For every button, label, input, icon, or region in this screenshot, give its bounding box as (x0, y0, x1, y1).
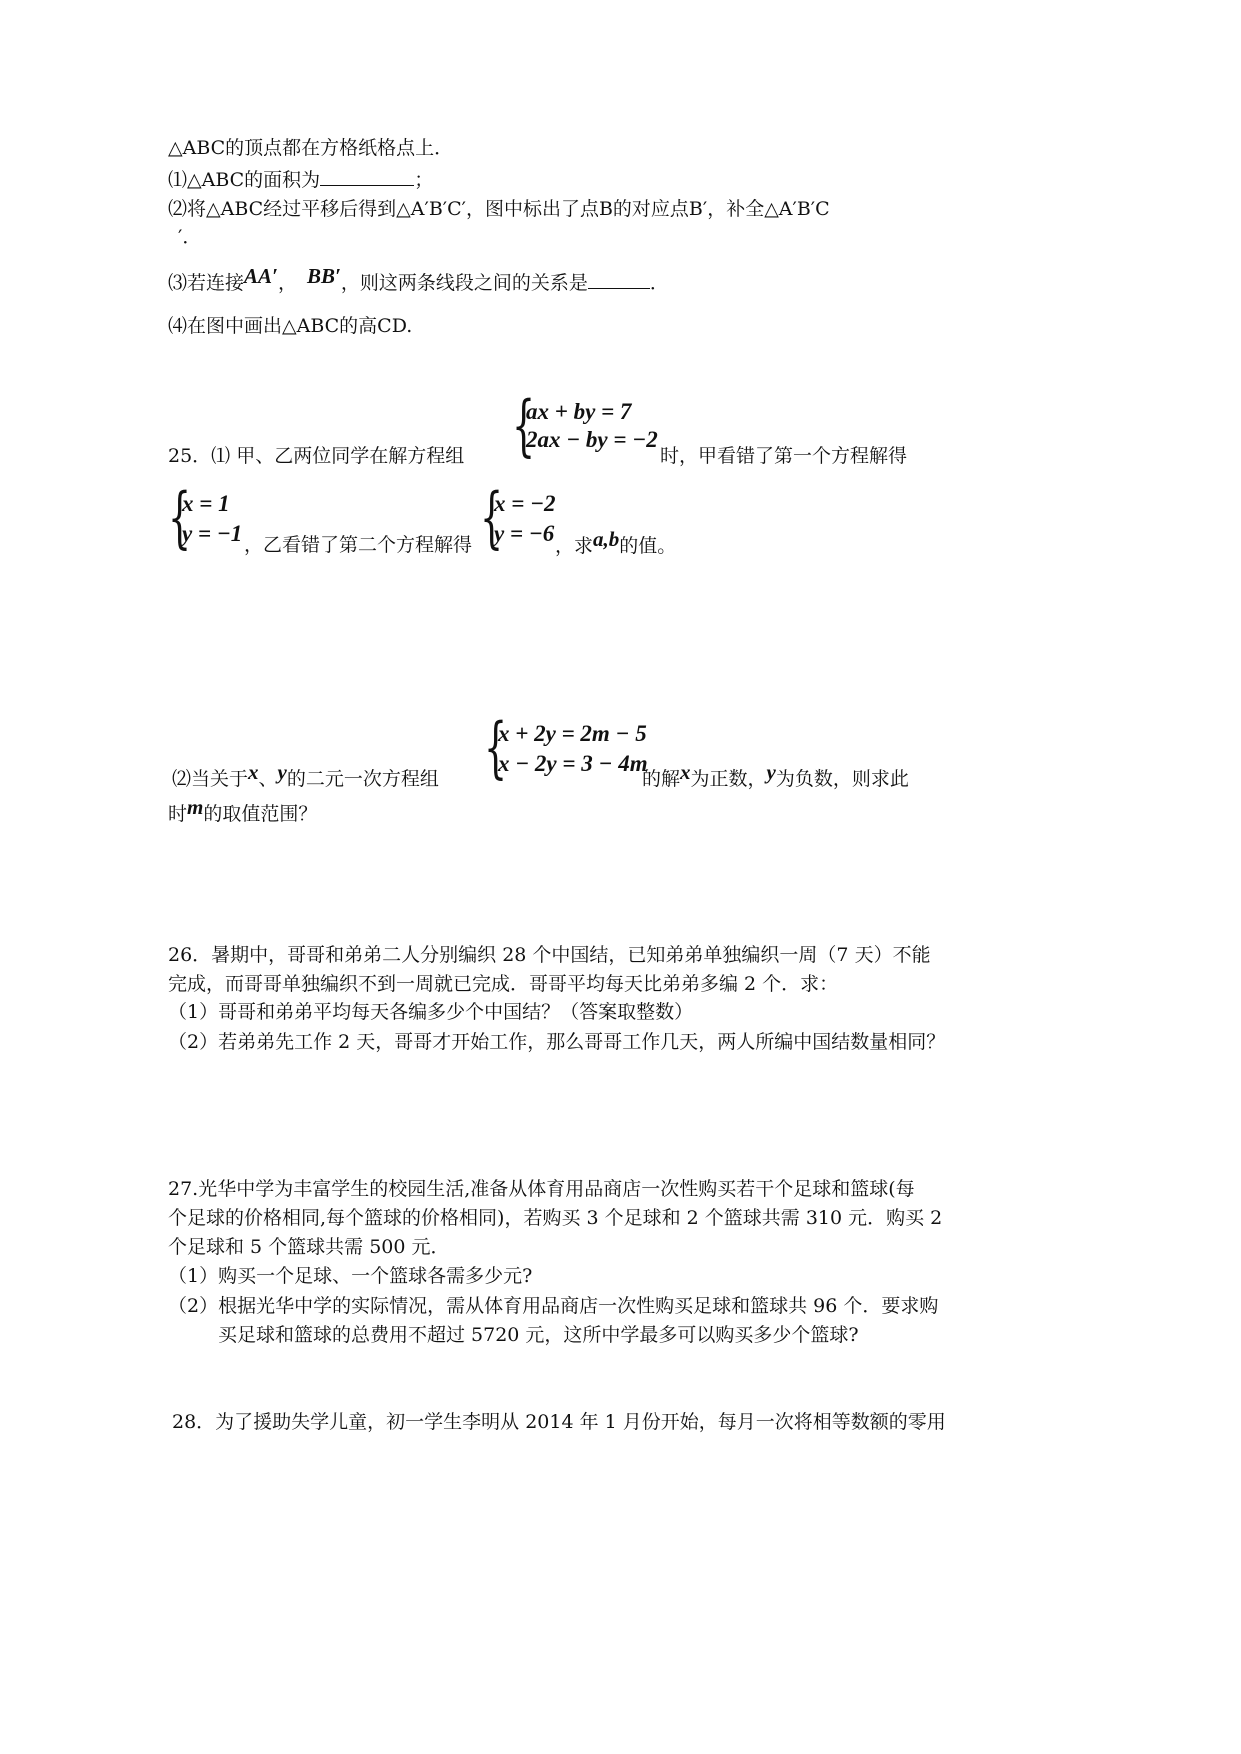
segment-aa-prime: AA′ (244, 264, 278, 288)
q24-part1 (168, 166, 433, 194)
relation-blank[interactable] (588, 270, 650, 289)
q24-part2-line1: ⑵将△ABC经过平移后得到△A′B′C′，图中标出了点B的对应点B′，补全△A′B′C (168, 198, 830, 220)
left-brace-icon: { (512, 387, 536, 464)
q26-line3: （1）哥哥和弟弟平均每天各编多少个中国结？（答案取整数） (168, 1001, 694, 1023)
q25-part2-mid2: 的解 (642, 768, 681, 790)
system2-eq1: x + 2y = 2m − 5 (498, 721, 647, 746)
left-brace-icon: { (168, 479, 192, 556)
answer-blank-area[interactable] (320, 167, 414, 186)
sol2-y: y = −6 (494, 521, 555, 546)
q26-line2: 完成，而哥哥单独编织不到一周就已完成．哥哥平均每天比弟弟多编 2 个．求： (168, 973, 839, 995)
q25-part2-text: ⑵当关于 (172, 768, 249, 790)
q27-line4: （1）购买一个足球、一个篮球各需多少元? (168, 1265, 533, 1287)
var-y-2: y (766, 760, 776, 784)
q24-part3-text: ⑶若连接 (168, 272, 245, 294)
q26-line1: 26．暑期中，哥哥和弟弟二人分别编织 28 个中国结，已知弟弟单独编织一周（7 天）不能 (168, 944, 931, 966)
q25-part2-l2-prefix: 时 (168, 803, 188, 825)
sol1-y: y = −1 (182, 521, 243, 546)
equation-system-1 (512, 387, 662, 464)
q25-part2-line1-right (642, 760, 909, 793)
segment-bb-prime: BB′ (306, 264, 341, 288)
q28-line1: 28．为了援助失学儿童，初一学生李明从 2014 年 1 月份开始，每月一次将相等数额的零用 (172, 1411, 946, 1433)
var-x: x (248, 760, 259, 784)
system1-eq1: ax + by = 7 (526, 399, 632, 424)
q25-part2-mid4: 为负数，则求此 (775, 768, 909, 790)
q25-part1-mid2: ，乙看错了第二个方程解得 (244, 534, 473, 556)
q25-part1-line1-right: 时，甲看错了第一个方程解得 (660, 445, 908, 467)
q24-part3-sep: ， (277, 272, 297, 294)
q25-ask-end: 的值。 (619, 535, 677, 557)
sol2-x: x = −2 (494, 491, 556, 516)
equation-system-2 (484, 709, 654, 786)
q25-part2-line1-left (172, 760, 439, 793)
q27-line6: 买足球和篮球的总费用不超过 5720 元，这所中学最多可以购买多少个篮球? (218, 1324, 859, 1346)
var-m: m (187, 795, 204, 819)
var-x-2: x (680, 760, 691, 784)
q27-line3: 个足球和 5 个篮球共需 500 元． (168, 1236, 450, 1258)
q25-part2-mid: 的二元一次方程组 (286, 768, 439, 790)
q24-part1-suffix: ； (414, 169, 434, 191)
q25-part1-ask (555, 527, 677, 560)
q27-line5: （2）根据光华中学的实际情况，需从体育用品商店一次性购买足球和篮球共 96 个．要求购 (168, 1295, 939, 1317)
q27-line1: 27.光华中学为丰富学生的校园生活,准备从体育用品商店一次性购买若干个足球和篮球(每 (168, 1178, 915, 1200)
var-y: y (277, 760, 287, 784)
q25-part2-l2-end: 的取值范围？ (203, 803, 318, 825)
sol1-x: x = 1 (182, 491, 230, 516)
q24-part1-text: ⑴△ABC的面积为 (168, 169, 321, 191)
system2-eq2: x − 2y = 3 − 4m (498, 751, 648, 776)
q24-part4: ⑷在图中画出△ABC的高CD. (168, 315, 413, 337)
q25-part2-sep: 、 (258, 768, 278, 790)
q25-ask-text: ，求 (555, 535, 594, 557)
q24-intro: △ABC的顶点都在方格纸格点上． (168, 137, 454, 159)
system1-eq2: 2ax − by = −2 (526, 427, 658, 452)
left-brace-icon: { (484, 709, 508, 786)
q24-part2-line2: ′． (178, 226, 202, 248)
q25-part1-line1-left: 25．⑴ 甲、乙两位同学在解方程组 (168, 445, 465, 467)
q24-part3 (168, 264, 669, 297)
q25-part2-line2 (168, 795, 318, 828)
q25-part2-mid3: 为正数， (690, 768, 767, 790)
q24-part3-suffix: ． (649, 272, 669, 294)
q27-line2: 个足球的价格相同,每个篮球的价格相同)，若购买 3 个足球和 2 个篮球共需 310 元．购买 2 (168, 1207, 943, 1229)
vars-ab: a,b (593, 527, 620, 551)
q24-part3-mid: ，则这两条线段之间的关系是 (340, 272, 588, 294)
left-brace-icon: { (480, 479, 504, 556)
q26-line4: （2）若弟弟先工作 2 天，哥哥才开始工作，那么哥哥工作几天，两人所编中国结数量相同？ (168, 1031, 946, 1053)
